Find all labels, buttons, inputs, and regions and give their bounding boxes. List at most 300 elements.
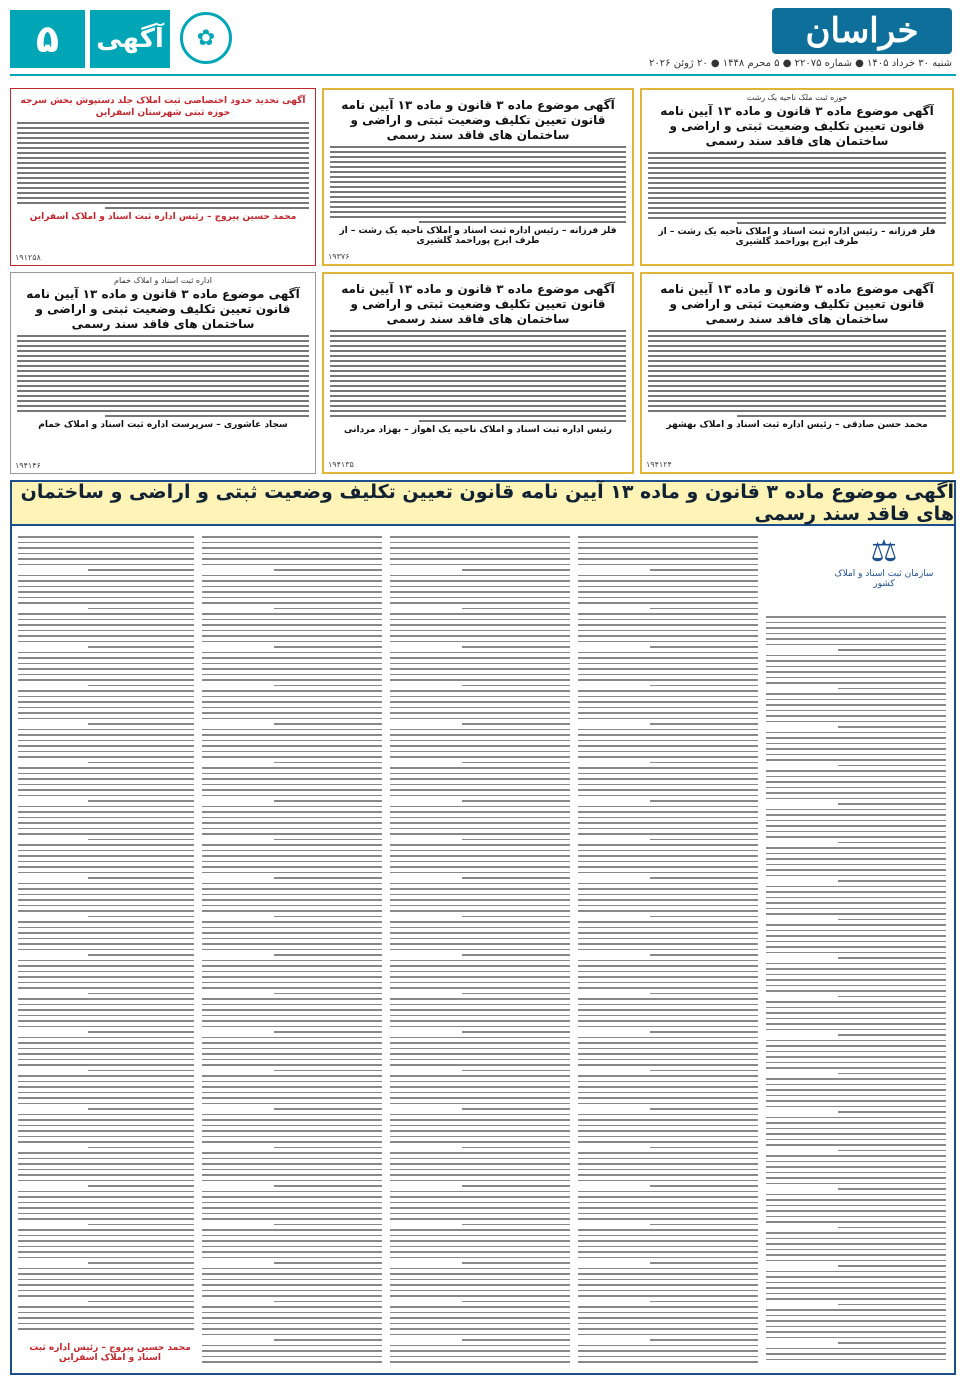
text-line [274,762,382,764]
text-line [462,1262,570,1264]
text-line [202,630,382,632]
text-line [390,883,570,885]
text-line [18,883,194,885]
text-line [766,847,946,849]
text-line [578,883,758,885]
notice-body [330,330,626,422]
text-line [88,1185,194,1187]
text-line [766,693,946,695]
text-line [838,688,946,690]
text-line [202,1213,382,1215]
notice-4 [640,272,954,474]
text-line [390,833,570,835]
text-line [766,974,946,976]
notice-2 [322,88,634,266]
text-line [390,674,570,676]
text-line [390,1119,570,1121]
text-line [578,734,758,736]
notice-column-3 [390,532,570,1365]
text-line [18,943,194,945]
text-line [202,1361,382,1363]
text-line [766,1166,946,1168]
text-line [18,828,194,830]
text-line [202,602,382,604]
text-line [18,833,194,835]
text-line [18,1284,194,1286]
text-line [766,1183,946,1185]
text-line [202,751,382,753]
text-line [390,817,570,819]
text-line [766,1001,946,1003]
text-line [18,850,194,852]
text-line [390,553,570,555]
text-line [274,1031,382,1033]
text-line [390,558,570,560]
notice-code: ۱۹۴۱۳۵ [328,460,354,469]
text-line [390,718,570,720]
text-line [390,1048,570,1050]
text-line [766,1276,946,1278]
text-line [202,1284,382,1286]
text-line [390,844,570,846]
text-line [274,1339,382,1341]
text-line [390,894,570,896]
text-line [578,1174,758,1176]
text-line [766,1287,946,1289]
text-line [650,685,758,687]
text-line [18,998,194,1000]
text-line [766,1210,946,1212]
text-line [390,1059,570,1061]
text-line [390,850,570,852]
text-line [202,740,382,742]
text-line [202,932,382,934]
text-line [274,723,382,725]
text-line [202,1279,382,1281]
text-line [202,1042,382,1044]
main-notice-title: آگهی موضوع ماده ۳ قانون و ماده ۱۳ آیین نامه قانون تعیین تکلیف وضعیت ثبتی و اراضی و ساختمان های فاقد سند رسمی [20,481,954,525]
text-line [18,1026,194,1028]
notice-5 [322,272,634,474]
text-line [578,850,758,852]
text-line [18,1196,194,1198]
text-line [766,638,946,640]
text-line [766,1216,946,1218]
text-line [766,1084,946,1086]
text-line [18,558,194,560]
text-line [18,844,194,846]
text-line [766,820,946,822]
text-line [18,976,194,978]
text-line [766,666,946,668]
text-line [88,800,194,802]
text-line [766,979,946,981]
text-line [390,740,570,742]
text-line [390,668,570,670]
notice-code: ۱۹۱۲۵۸ [15,253,41,262]
text-line [18,927,194,929]
notice-column-5 [18,532,194,1333]
text-line [838,880,946,882]
text-line [390,811,570,813]
text-line [88,608,194,610]
text-line [650,1262,758,1264]
text-line [18,1064,194,1066]
text-line [18,767,194,769]
text-line [202,668,382,670]
text-line [18,982,194,984]
text-line [18,1202,194,1204]
notice-code: ۱۹۳۷۶ [328,252,350,261]
text-line [766,924,946,926]
text-line [578,817,758,819]
text-line [18,536,194,538]
text-line [18,580,194,582]
text-line [202,850,382,852]
text-line [766,1122,946,1124]
text-line [274,1224,382,1226]
text-line [202,982,382,984]
text-line [202,1268,382,1270]
text-line [766,968,946,970]
text-line [578,1334,758,1336]
text-line [578,575,758,577]
text-line [578,597,758,599]
text-line [578,1114,758,1116]
text-line [202,960,382,962]
text-line [18,1251,194,1253]
text-line [462,1031,570,1033]
text-line [18,987,194,989]
notice-column-4 [202,532,382,1365]
text-line [202,1141,382,1143]
text-line [202,806,382,808]
text-line [578,1009,758,1011]
text-line [462,608,570,610]
text-line [390,1081,570,1083]
notice-title: آگهی موضوع ماده ۳ قانون و ماده ۱۳ آیین نامه قانون تعیین تکلیف وضعیت ثبتی و اراضی و ساختمان های فاقد سند رسمی [660,104,934,148]
text-line [202,536,382,538]
text-line [202,663,382,665]
page-header [0,0,966,78]
text-line [766,902,946,904]
text-line [578,1015,758,1017]
text-line [202,558,382,560]
notice-1 [640,88,954,266]
text-line [202,1081,382,1083]
text-line [202,1328,382,1330]
text-line [390,905,570,907]
text-line [202,883,382,885]
text-line [390,564,570,566]
text-line [18,894,194,896]
text-line [390,1229,570,1231]
text-line [274,800,382,802]
text-line [578,998,758,1000]
text-line [390,1312,570,1314]
notice-body [648,330,946,417]
text-line [202,943,382,945]
text-line [462,877,570,879]
notice-6 [10,272,316,474]
text-line [18,910,194,912]
text-line [18,1125,194,1127]
text-line [838,1342,946,1344]
text-line [202,1158,382,1160]
text-line [18,575,194,577]
text-line [578,751,758,753]
text-line [18,1037,194,1039]
text-line [766,1331,946,1333]
text-line [578,586,758,588]
text-line [390,949,570,951]
text-line [578,553,758,555]
text-line [202,641,382,643]
text-line [390,542,570,544]
text-line [578,564,758,566]
text-line [838,1227,946,1229]
text-line [202,976,382,978]
text-line [202,707,382,709]
newspaper-logo: خراسان [772,8,952,54]
text-line [578,1306,758,1308]
text-line [462,1185,570,1187]
text-line [202,910,382,912]
text-line [766,1155,946,1157]
text-line [202,734,382,736]
text-line [462,685,570,687]
text-line [18,657,194,659]
text-line [390,1290,570,1292]
text-line [578,1213,758,1215]
section-label: آگهی [90,10,170,68]
text-line [650,1185,758,1187]
text-line [18,1317,194,1319]
text-line [766,985,946,987]
text-line [650,1108,758,1110]
text-line [766,1260,946,1262]
text-line [766,1029,946,1031]
text-line [578,932,758,934]
text-line [18,674,194,676]
text-line [650,877,758,879]
text-line [578,707,758,709]
text-line [650,1339,758,1341]
text-line [578,773,758,775]
page-number: ۵ [10,10,85,68]
text-line [18,1229,194,1231]
text-line [18,542,194,544]
text-line [766,1007,946,1009]
text-line [766,677,946,679]
text-line [202,971,382,973]
text-line [766,1100,946,1102]
text-line [390,701,570,703]
text-line [202,1103,382,1105]
text-line [202,1218,382,1220]
text-line [18,1009,194,1011]
text-line [390,773,570,775]
text-line [766,1326,946,1328]
text-line [766,1271,946,1273]
text-line [274,685,382,687]
text-line [274,877,382,879]
text-line [18,619,194,621]
text-line [766,715,946,717]
text-line [390,745,570,747]
text-line [390,888,570,890]
text-line [18,866,194,868]
text-line [462,839,570,841]
text-line [578,778,758,780]
text-line [18,635,194,637]
text-line [390,679,570,681]
text-line [462,723,570,725]
text-line [462,954,570,956]
text-line [202,1048,382,1050]
text-line [766,831,946,833]
notice-title: آگهی موضوع ماده ۳ قانون و ماده ۱۳ آیین نامه قانون تعیین تکلیف وضعیت ثبتی و اراضی و ساختمان های فاقد سند رسمی [341,98,615,142]
text-line [202,1136,382,1138]
text-line [202,1026,382,1028]
text-line [18,547,194,549]
text-line [202,1229,382,1231]
text-line [88,1147,194,1149]
text-line [650,608,758,610]
text-line [18,1092,194,1094]
text-line [766,759,946,761]
text-line [766,627,946,629]
text-line [274,1147,382,1149]
text-line [390,1180,570,1182]
notice-signature: فلز فرزانه – رئیس اداره ثبت اسناد و املاک ناحیه یک رشت – از طرف ایرج پوراحمد گلشیری [658,227,936,247]
text-line [18,960,194,962]
text-line [202,564,382,566]
text-line [390,1207,570,1209]
text-line [766,1133,946,1135]
text-line [390,1334,570,1336]
text-line [202,1251,382,1253]
text-line [18,1246,194,1248]
text-line [18,784,194,786]
text-line [766,781,946,783]
text-line [766,633,946,635]
text-line [766,1023,946,1025]
text-line [202,619,382,621]
text-line [18,1119,194,1121]
text-line [390,806,570,808]
text-line [390,1246,570,1248]
text-line [202,1130,382,1132]
text-line [390,1240,570,1242]
text-line [18,795,194,797]
text-line [578,899,758,901]
text-line [202,844,382,846]
text-line [18,1213,194,1215]
text-line [766,946,946,948]
text-line [766,1359,946,1361]
text-line [18,1169,194,1171]
text-line [390,1174,570,1176]
text-line [766,655,946,657]
text-line [18,1240,194,1242]
text-line [766,1353,946,1355]
text-line [390,630,570,632]
text-line [578,1026,758,1028]
text-line [202,690,382,692]
text-line [18,1290,194,1292]
text-line [18,1268,194,1270]
text-line [578,784,758,786]
text-line [202,674,382,676]
text-line [18,564,194,566]
text-line [202,1059,382,1061]
text-line [766,1051,946,1053]
text-line [390,795,570,797]
text-line [390,938,570,940]
text-line [838,919,946,921]
text-line [578,1064,758,1066]
text-line [390,707,570,709]
text-line [202,1312,382,1314]
text-line [766,754,946,756]
text-line [390,1306,570,1308]
text-line [18,905,194,907]
text-line [578,822,758,824]
text-line [202,789,382,791]
text-line [202,1174,382,1176]
text-line [766,1177,946,1179]
text-line [578,1075,758,1077]
text-line [578,943,758,945]
text-line [202,817,382,819]
text-line [578,921,758,923]
text-line [202,773,382,775]
text-line [390,976,570,978]
text-line [18,1053,194,1055]
text-line [202,1356,382,1358]
text-line [390,1009,570,1011]
text-line [202,1119,382,1121]
text-line [18,778,194,780]
text-line [18,1218,194,1220]
registration-seal [824,534,944,604]
text-line [578,668,758,670]
text-line [18,624,194,626]
text-line [202,1037,382,1039]
text-line [766,908,946,910]
text-line [390,1064,570,1066]
text-line [766,1194,946,1196]
text-line [202,1235,382,1237]
text-line [390,1295,570,1297]
text-line [202,1053,382,1055]
text-line [390,1037,570,1039]
text-line [202,1064,382,1066]
text-line [650,1224,758,1226]
text-line [18,652,194,654]
text-line [274,646,382,648]
text-line [462,1147,570,1149]
text-line [766,814,946,816]
text-line [202,1097,382,1099]
text-line [462,993,570,995]
text-line [390,1350,570,1352]
text-line [578,866,758,868]
text-line [274,954,382,956]
text-line [462,1070,570,1072]
text-line [650,1147,758,1149]
